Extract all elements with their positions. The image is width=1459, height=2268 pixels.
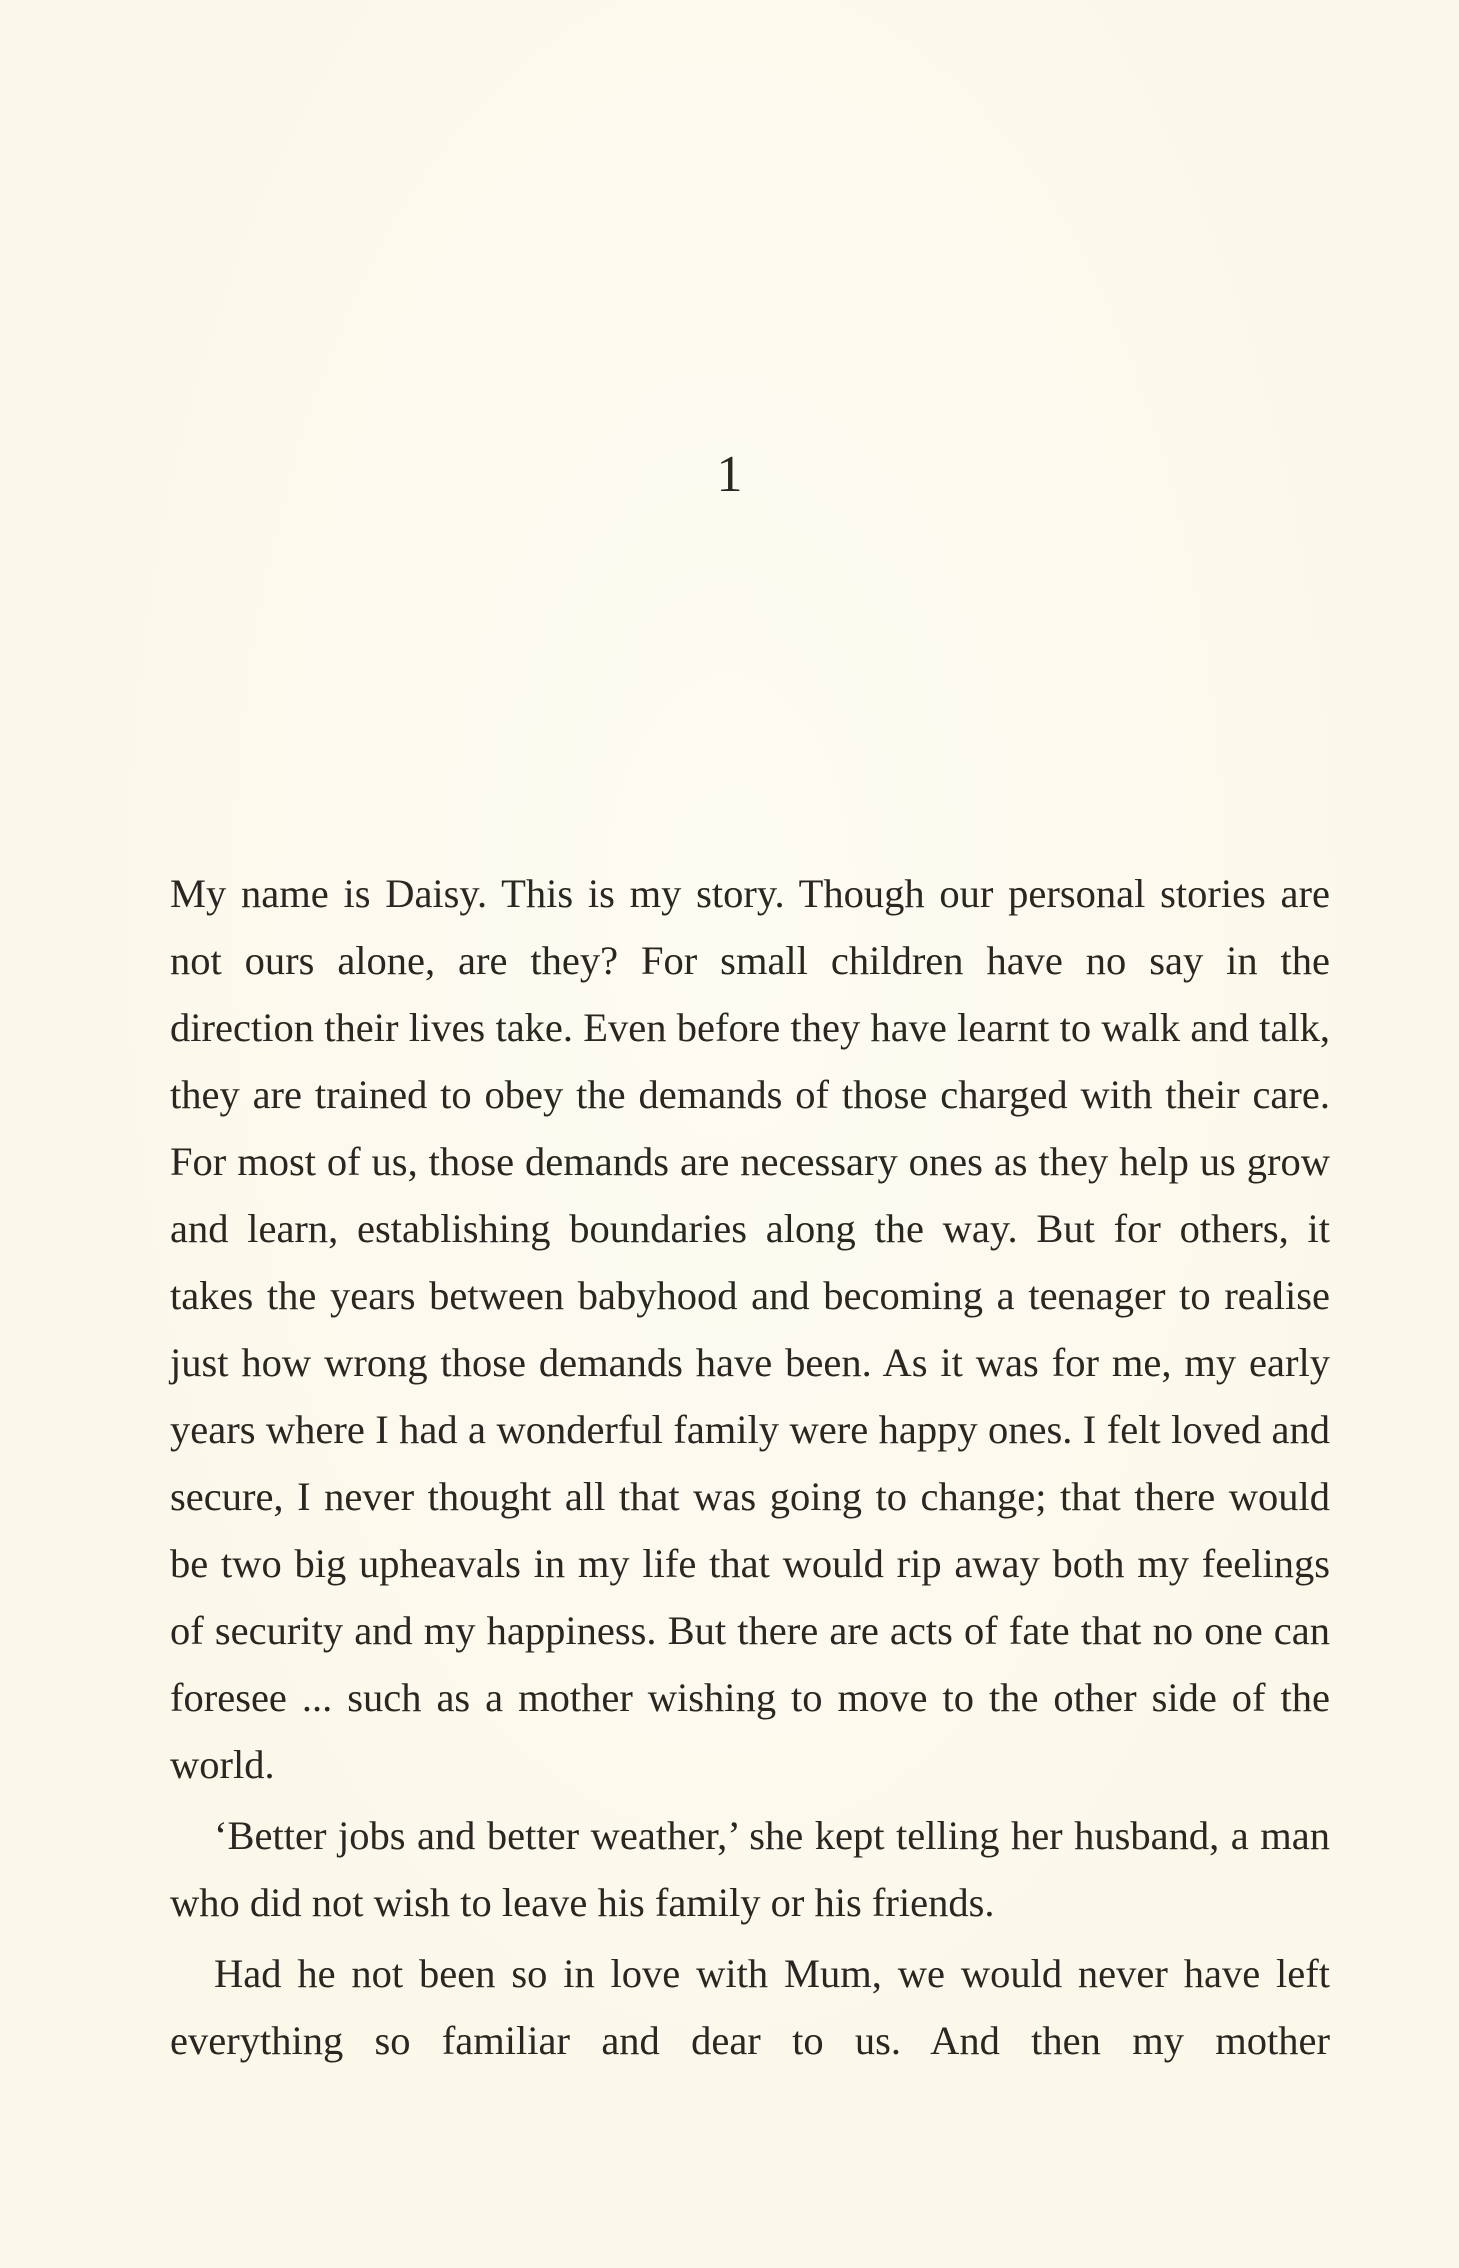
paragraph-1: My name is Daisy. This is my story. Though our personal stories are not ours alone, are they? For small children have no say in the direction their lives take. Even before they have learnt to walk and talk, they are trained to obey the demands of those charged with their care. For most of us, those demands are necessary ones as they help us grow and learn, establishing boundaries along the way. But for others, it takes the years between babyhood and becoming a teenager to realise just how wrong those demands have been. As it was for me, my early years where I had a wonderful family were happy ones. I felt loved and secure, I never thought all that was going to change; that there would be two big upheavals in my life that would rip away both my feelings of security and my happiness. But there are acts of fate that no one can foresee ... such as a mother wishing to move to the other side of the world. xyxy=(170,871,1330,1787)
paragraph-2: ‘Better jobs and better weather,’ she kept telling her husband, a man who did not wish to leave his family or his friends. xyxy=(170,1813,1330,1925)
paragraph-3: Had he not been so in love with Mum, we would never have left everything so familiar and dear to us. And then my mother xyxy=(170,1951,1330,2063)
chapter-number: 1 xyxy=(716,446,743,503)
chapter-body xyxy=(170,860,1330,2074)
